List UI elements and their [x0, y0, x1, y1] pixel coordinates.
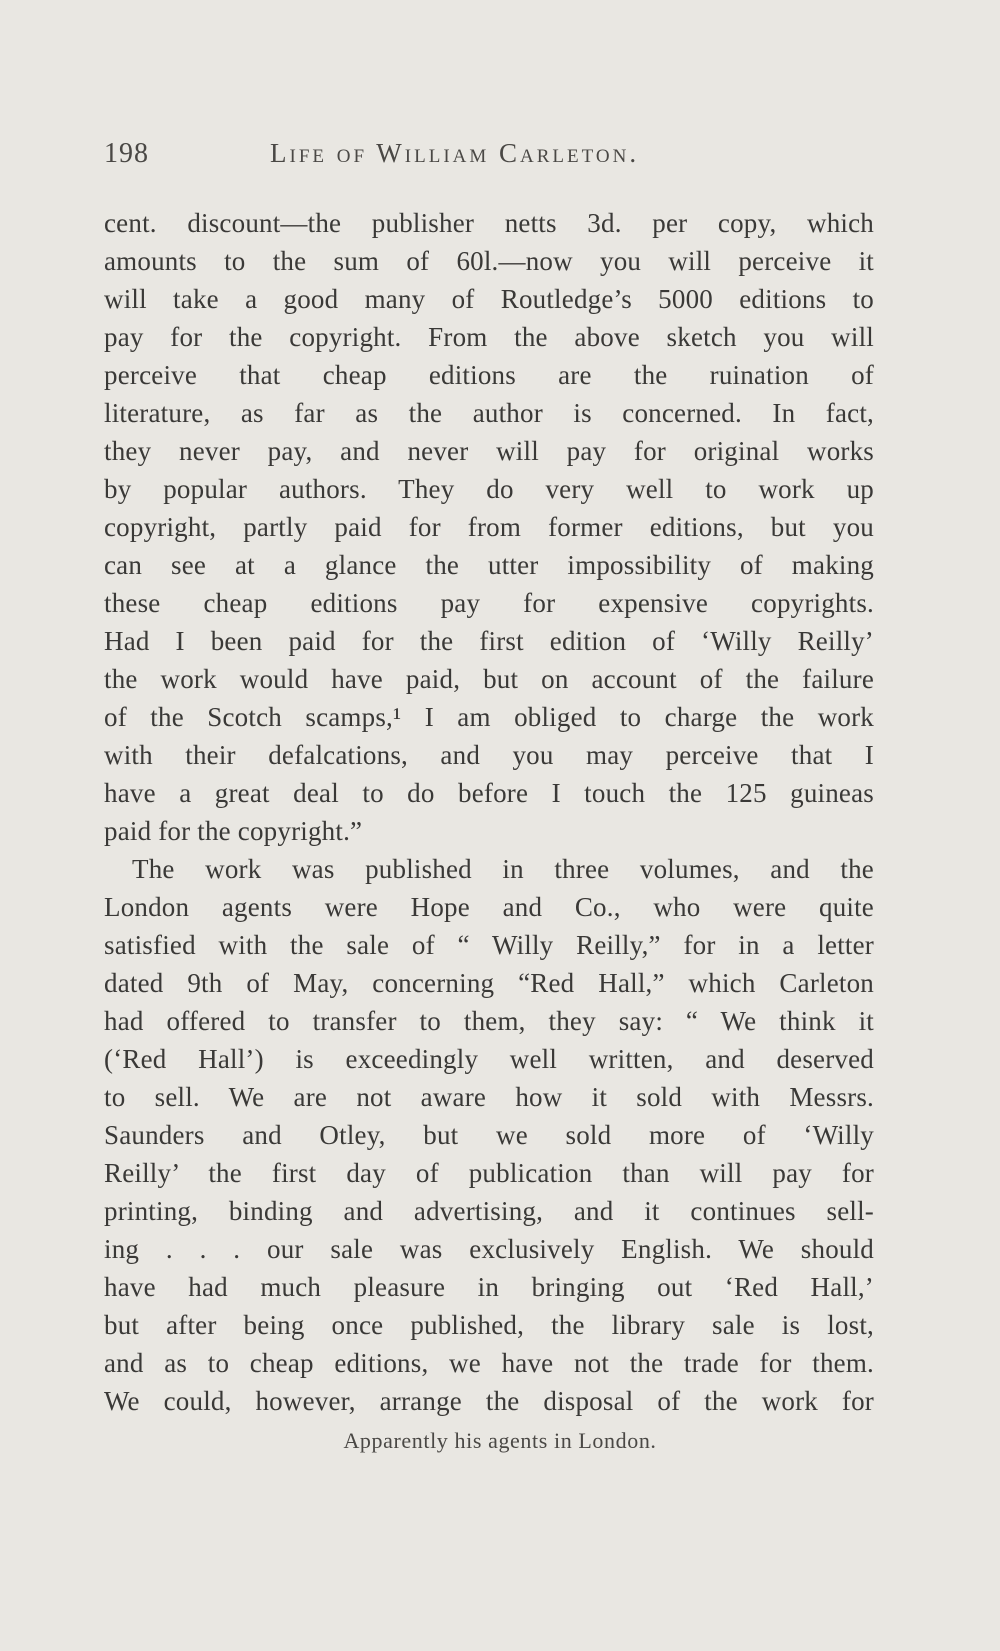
- text-line: to sell. We are not aware how it sold with Messrs.: [104, 1082, 874, 1112]
- text-line: Saunders and Otley, but we sold more of ‘Willy: [104, 1120, 874, 1150]
- text-line: the work would have paid, but on account of the failure: [104, 664, 874, 694]
- text-line: will take a good many of Routledge’s 5000 editions to: [104, 284, 874, 314]
- text-line: ing . . . our sale was exclusively English. We should: [104, 1234, 874, 1264]
- text-line: printing, binding and advertising, and it continues sell-: [104, 1196, 874, 1226]
- text-line: paid for the copyright.”: [104, 816, 363, 846]
- text-line: and as to cheap editions, we have not the trade for them.: [104, 1348, 874, 1378]
- footnote: Apparently his agents in London.: [343, 1428, 657, 1453]
- text-line: literature, as far as the author is concerned. In fact,: [104, 398, 874, 428]
- text-line: perceive that cheap editions are the ruination of: [104, 360, 874, 390]
- text-line: with their defalcations, and you may perceive that I: [104, 740, 874, 770]
- page-header: [104, 138, 876, 178]
- page-number: 198: [104, 138, 149, 169]
- text-line: had offered to transfer to them, they say: “ We think it: [104, 1006, 874, 1036]
- text-line: (‘Red Hall’) is exceedingly well written, and deserved: [104, 1044, 874, 1074]
- text-line: We could, however, arrange the disposal of the work for: [104, 1386, 874, 1416]
- text-line: have a great deal to do before I touch the 125 guineas: [104, 778, 874, 808]
- text-line: they never pay, and never will pay for original works: [104, 436, 874, 466]
- text-line: amounts to the sum of 60l.—now you will perceive it: [104, 246, 874, 276]
- text-line: cent. discount—the publisher netts 3d. per copy, which: [104, 208, 874, 238]
- text-line: satisfied with the sale of “ Willy Reilly,” for in a letter: [104, 930, 874, 960]
- text-line: copyright, partly paid for from former editions, but you: [104, 512, 874, 542]
- text-line: pay for the copyright. From the above sketch you will: [104, 322, 874, 352]
- running-head: Life of William Carleton.: [270, 138, 640, 168]
- text-line: of the Scotch scamps,¹ I am obliged to charge the work: [104, 702, 874, 732]
- text-line: these cheap editions pay for expensive copyrights.: [104, 588, 874, 618]
- body-text: [104, 204, 874, 1420]
- text-line: but after being once published, the library sale is lost,: [104, 1310, 874, 1340]
- text-line: can see at a glance the utter impossibility of making: [104, 550, 874, 580]
- text-line: by popular authors. They do very well to work up: [104, 474, 874, 504]
- text-line: The work was published in three volumes, and the: [132, 854, 874, 884]
- text-line: Had I been paid for the first edition of ‘Willy Reilly’: [104, 626, 874, 656]
- text-line: London agents were Hope and Co., who were quite: [104, 892, 874, 922]
- text-line: Reilly’ the first day of publication than will pay for: [104, 1158, 874, 1188]
- text-line: have had much pleasure in bringing out ‘Red Hall,’: [104, 1272, 874, 1302]
- text-line: dated 9th of May, concerning “Red Hall,” which Carleton: [104, 968, 874, 998]
